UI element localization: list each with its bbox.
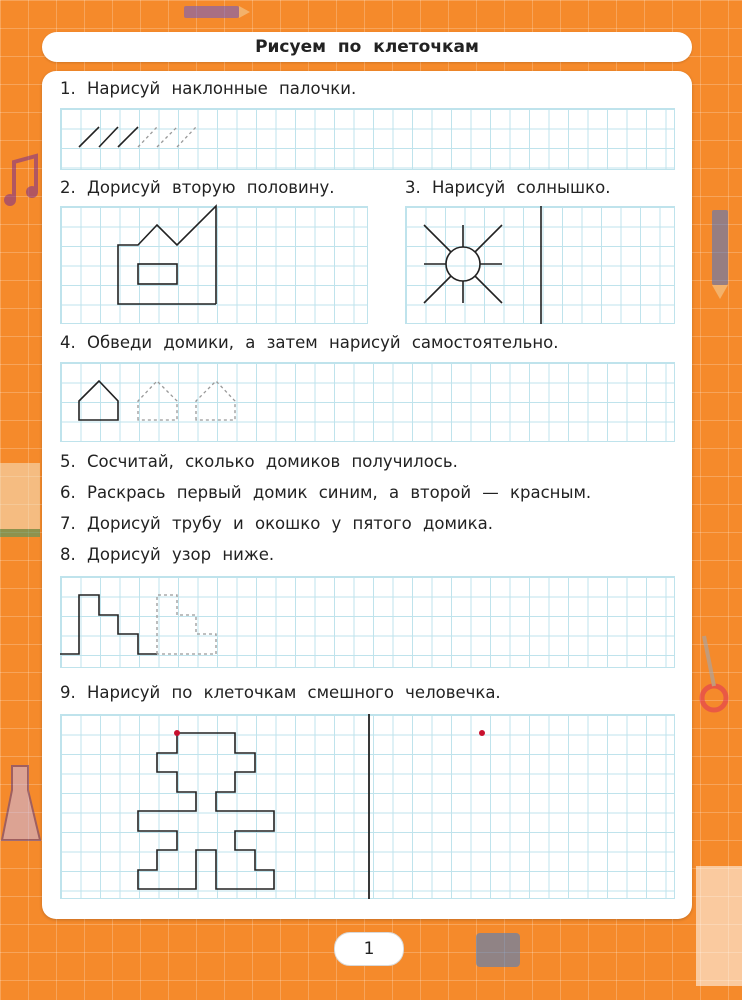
task-1: 1. Нарисуй наклонные палочки.	[60, 79, 357, 98]
sun-drawing	[405, 206, 675, 324]
flask-icon	[0, 760, 42, 850]
task-4: 4. Обведи домики, а затем нарисуй самостоятельно.	[60, 333, 559, 352]
pencil-icon	[180, 0, 250, 30]
task-7: 7. Дорисуй трубу и окошко у пятого домика.	[60, 514, 493, 533]
funny-man-drawing	[60, 714, 675, 899]
page-number: 1	[334, 932, 404, 966]
music-note-icon	[2, 150, 42, 210]
book-icon	[0, 455, 44, 545]
step-pattern-drawing	[60, 576, 675, 668]
scissors-icon	[692, 630, 742, 720]
task-3: 3. Нарисуй солнышко.	[405, 178, 611, 197]
pencil-icon	[706, 200, 736, 300]
worksheet-card	[42, 71, 692, 919]
sharpener-icon	[470, 925, 530, 975]
notebook-icon	[690, 860, 742, 990]
task-9: 9. Нарисуй по клеточкам смешного человечка.	[60, 683, 501, 702]
slanted-sticks-drawing	[60, 108, 675, 170]
half-figure-drawing	[60, 206, 368, 324]
task-5: 5. Сосчитай, сколько домиков получилось.	[60, 452, 458, 471]
page-title-bar	[42, 32, 692, 62]
houses-drawing	[60, 362, 675, 442]
task-2: 2. Дорисуй вторую половину.	[60, 178, 335, 197]
task-8: 8. Дорисуй узор ниже.	[60, 545, 275, 564]
task-6: 6. Раскрась первый домик синим, а второй — красным.	[60, 483, 592, 502]
page-title: Рисуем по клеточкам	[255, 37, 479, 57]
